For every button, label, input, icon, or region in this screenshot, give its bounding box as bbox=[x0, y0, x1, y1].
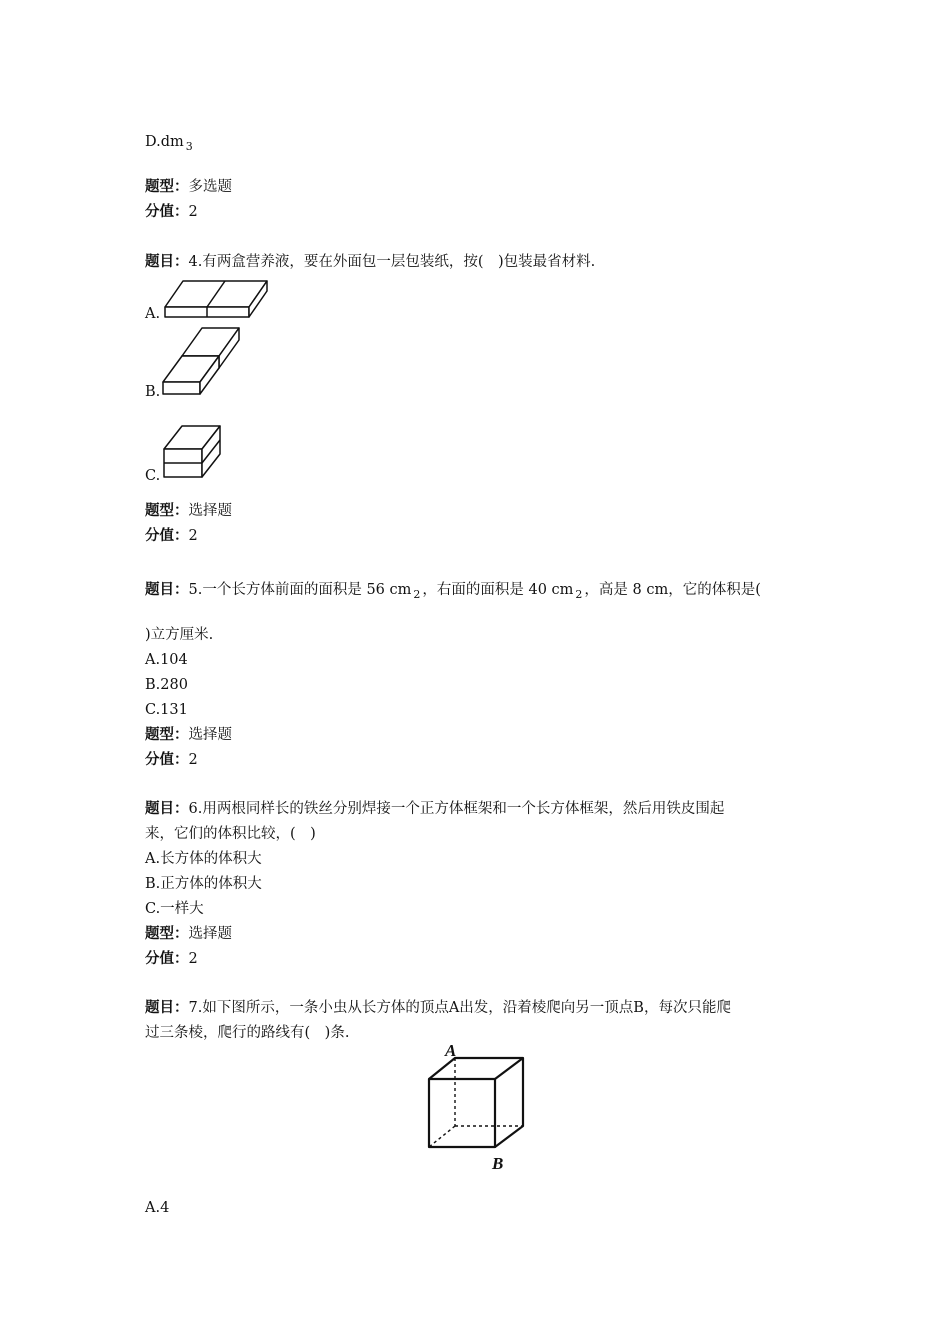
question-type-row bbox=[145, 502, 232, 520]
question-score-label: 分值： bbox=[145, 528, 189, 544]
question-4-stem bbox=[145, 253, 595, 271]
vertex-b-label: B bbox=[492, 1154, 504, 1173]
question-stem-text: 5.一个长方体前面的面积是 56 cm bbox=[188, 582, 412, 598]
question-type-value: 多选题 bbox=[188, 179, 232, 195]
question-score-value: 2 bbox=[188, 204, 198, 220]
question-type-value: 选择题 bbox=[188, 926, 232, 942]
question-score-value: 2 bbox=[188, 528, 198, 544]
question-stem-text: 4.有两盒营养液，要在外面包一层包装纸，按( )包装最省材料. bbox=[188, 254, 596, 270]
question-type-row bbox=[145, 178, 232, 196]
option-d bbox=[145, 133, 195, 152]
question-type-label: 题型： bbox=[145, 179, 189, 195]
question-type-label: 题型： bbox=[145, 727, 189, 743]
option-b: B.正方体的体积大 bbox=[145, 876, 262, 892]
question-stem-text: 6.用两根同样长的铁丝分别焊接一个正方体框架和一个长方体框架，然后用铁皮围起 bbox=[188, 801, 725, 817]
question-type-value: 选择题 bbox=[188, 503, 232, 519]
question-stem-text: 7.如下图所示，一条小虫从长方体的顶点A出发，沿着棱爬向另一顶点B，每次只能爬 bbox=[188, 1000, 731, 1016]
option-a: A.4 bbox=[145, 1200, 170, 1216]
question-score-row bbox=[145, 950, 198, 968]
option-a-figure bbox=[163, 277, 273, 321]
option-d-superscript: 3 bbox=[185, 140, 193, 153]
question-6-stem-continued: 来，它们的体积比较，( ) bbox=[145, 826, 316, 842]
question-stem-text: ，高是 8 cm，它的体积是( bbox=[584, 582, 761, 598]
option-a: A.长方体的体积大 bbox=[145, 851, 262, 867]
question-5-stem-continued: )立方厘米. bbox=[145, 627, 214, 643]
question-7-stem-continued: 过三条棱，爬行的路线有( )条. bbox=[145, 1025, 350, 1041]
option-b: B.280 bbox=[145, 677, 188, 693]
option-c-figure bbox=[162, 423, 224, 481]
question-type-row bbox=[145, 726, 232, 744]
cuboid-figure bbox=[420, 1044, 536, 1174]
question-score-label: 分值： bbox=[145, 951, 189, 967]
option-b-label: B. bbox=[145, 384, 161, 400]
option-c: C.一样大 bbox=[145, 901, 204, 917]
question-7-stem bbox=[145, 999, 731, 1017]
question-score-label: 分值： bbox=[145, 752, 189, 768]
option-a: A.104 bbox=[145, 652, 188, 668]
option-c: C.131 bbox=[145, 702, 188, 718]
question-stem-label: 题目： bbox=[145, 801, 189, 817]
question-score-row bbox=[145, 203, 198, 221]
question-stem-label: 题目： bbox=[145, 254, 189, 270]
question-score-row bbox=[145, 751, 198, 769]
question-type-label: 题型： bbox=[145, 503, 189, 519]
option-c-label: C. bbox=[145, 468, 161, 484]
question-stem-label: 题目： bbox=[145, 582, 189, 598]
question-score-label: 分值： bbox=[145, 204, 189, 220]
question-score-value: 2 bbox=[188, 752, 198, 768]
question-score-value: 2 bbox=[188, 951, 198, 967]
option-b-figure bbox=[161, 326, 243, 398]
question-5-stem bbox=[145, 581, 761, 600]
unit-superscript: 2 bbox=[575, 588, 583, 601]
question-score-row bbox=[145, 527, 198, 545]
question-stem-text: ，右面的面积是 40 cm bbox=[422, 582, 574, 598]
question-stem-label: 题目： bbox=[145, 1000, 189, 1016]
question-type-value: 选择题 bbox=[188, 727, 232, 743]
unit-superscript: 2 bbox=[413, 588, 421, 601]
question-type-label: 题型： bbox=[145, 926, 189, 942]
question-6-stem bbox=[145, 800, 724, 818]
question-type-row bbox=[145, 925, 232, 943]
vertex-a-label: A bbox=[445, 1044, 457, 1060]
option-d-text: D.dm bbox=[145, 134, 184, 150]
option-a-label: A. bbox=[145, 306, 161, 322]
